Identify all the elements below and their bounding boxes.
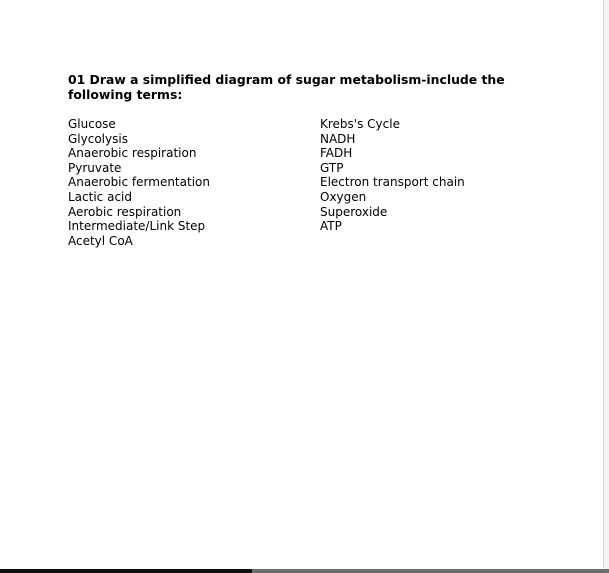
term-item: GTP <box>320 160 344 175</box>
term-item: Oxygen <box>320 189 367 204</box>
term-item: Pyruvate <box>68 160 122 175</box>
term-item: Acetyl CoA <box>68 233 133 248</box>
page-right-edge <box>604 0 609 569</box>
term-item: Glucose <box>68 117 116 131</box>
horizontal-scrollbar[interactable] <box>0 569 609 573</box>
question-heading: 01 Draw a simplified diagram of sugar metabolism-include the following terms: <box>68 72 505 102</box>
term-item: Intermediate/Link Step <box>68 219 206 234</box>
term-item: Superoxide <box>320 204 388 219</box>
term-list-left <box>68 117 210 248</box>
term-item: Glycolysis <box>68 131 128 146</box>
scrollbar-thumb[interactable] <box>252 569 609 573</box>
term-item: Aerobic respiration <box>68 204 182 219</box>
term-item: Electron transport chain <box>320 175 465 190</box>
term-item: Lactic acid <box>68 189 132 204</box>
term-list-right <box>320 117 465 234</box>
term-item: ATP <box>320 219 342 234</box>
term-item: NADH <box>320 131 356 146</box>
term-item: Anaerobic fermentation <box>68 175 210 190</box>
term-item: Krebs's Cycle <box>320 117 400 131</box>
term-item: Anaerobic respiration <box>68 146 197 161</box>
term-item: FADH <box>320 146 353 161</box>
